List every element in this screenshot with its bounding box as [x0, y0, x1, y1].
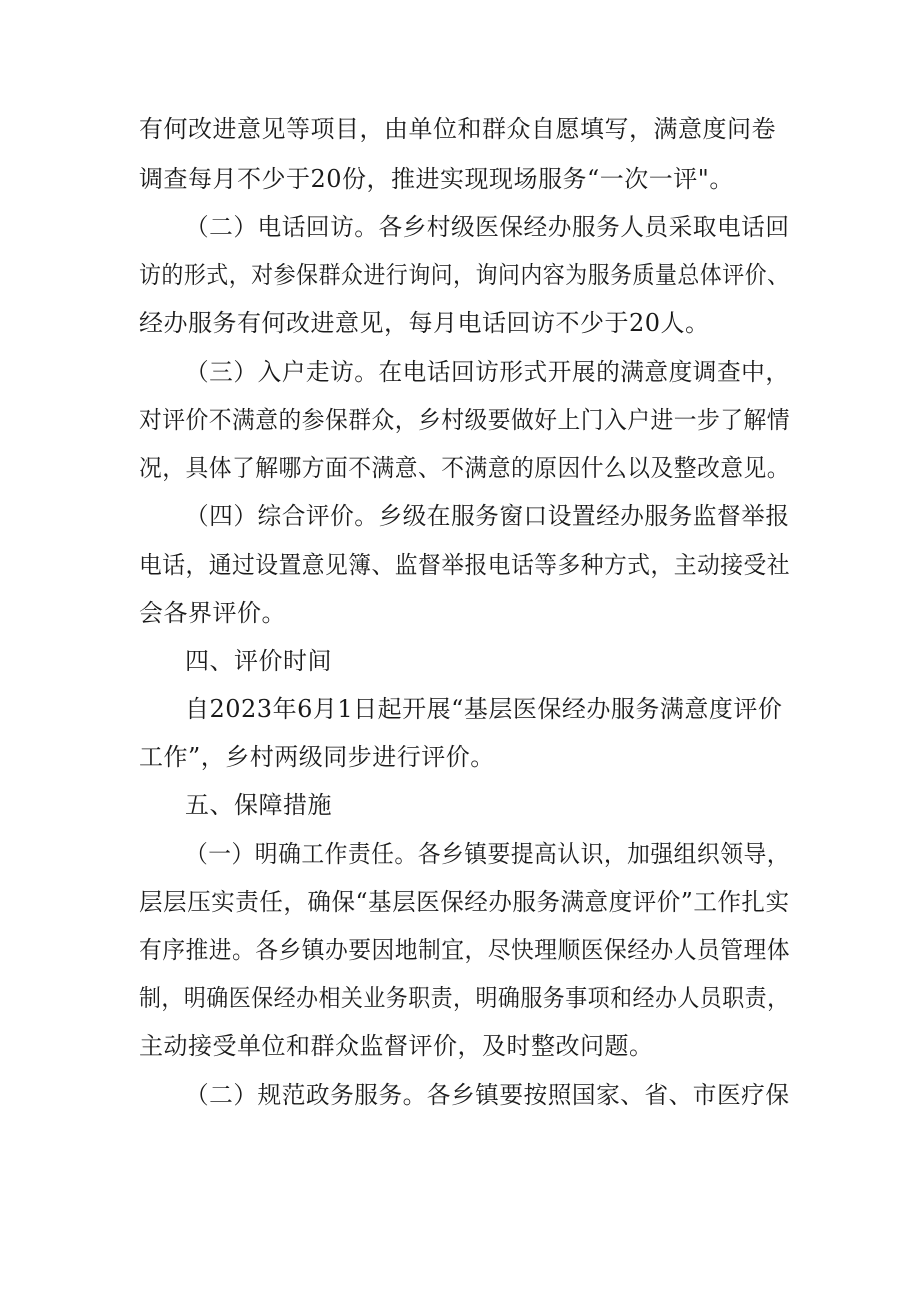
text-line-9: （四）综合评价。乡级在服务窗口设置经办服务监督举报 [185, 502, 790, 530]
text-line-19: 制，明确医保经办相关业务职责，明确服务事项和经办人员职责， [139, 984, 790, 1012]
text-line-14: 工作”，乡村两级同步进行评价。 [139, 743, 495, 771]
text-line-5: 经办服务有何改进意见，每月电话回访不少于20人。 [139, 309, 710, 337]
text-line-17: 层层压实责任，确保“基层医保经办服务满意度评价”工作扎实 [139, 888, 790, 916]
text-line-7: 对评价不满意的参保群众，乡村级要做好上门入户进一步了解情 [139, 406, 790, 434]
text-line-10: 电话，通过设置意见簿、监督举报电话等多种方式，主动接受社 [139, 551, 790, 579]
text-line-21: （二）规范政务服务。各乡镇要按照国家、省、市医疗保 [185, 1081, 790, 1109]
text-line-16: （一）明确工作责任。各乡镇要提高认识，加强组织领导， [185, 840, 790, 868]
section-heading-4: 四、评价时间 [185, 647, 332, 675]
text-line-18: 有序推进。各乡镇办要因地制宜，尽快理顺医保经办人员管理体 [139, 936, 790, 964]
text-line-4: 访的形式，对参保群众进行询问，询问内容为服务质量总体评价、 [139, 261, 790, 289]
text-line-8: 况，具体了解哪方面不满意、不满意的原因什么以及整改意见。 [139, 454, 790, 482]
text-line-2: 调查每月不少于20份，推进实现现场服务“一次一评"。 [139, 165, 734, 193]
text-line-3: （二）电话回访。各乡村级医保经办服务人员采取电话回 [185, 213, 790, 241]
text-line-11: 会各界评价。 [139, 599, 286, 627]
text-line-6: （三）入户走访。在电话回访形式开展的满意度调查中， [185, 358, 790, 386]
text-line-1: 有何改进意见等项目，由单位和群众自愿填写，满意度问卷 [139, 115, 776, 143]
text-line-13: 自2023年6月1日起开展“基层医保经办服务满意度评价 [185, 695, 783, 723]
text-line-20: 主动接受单位和群众监督评价，及时整改问题。 [139, 1032, 654, 1060]
section-heading-5: 五、保障措施 [185, 791, 332, 819]
